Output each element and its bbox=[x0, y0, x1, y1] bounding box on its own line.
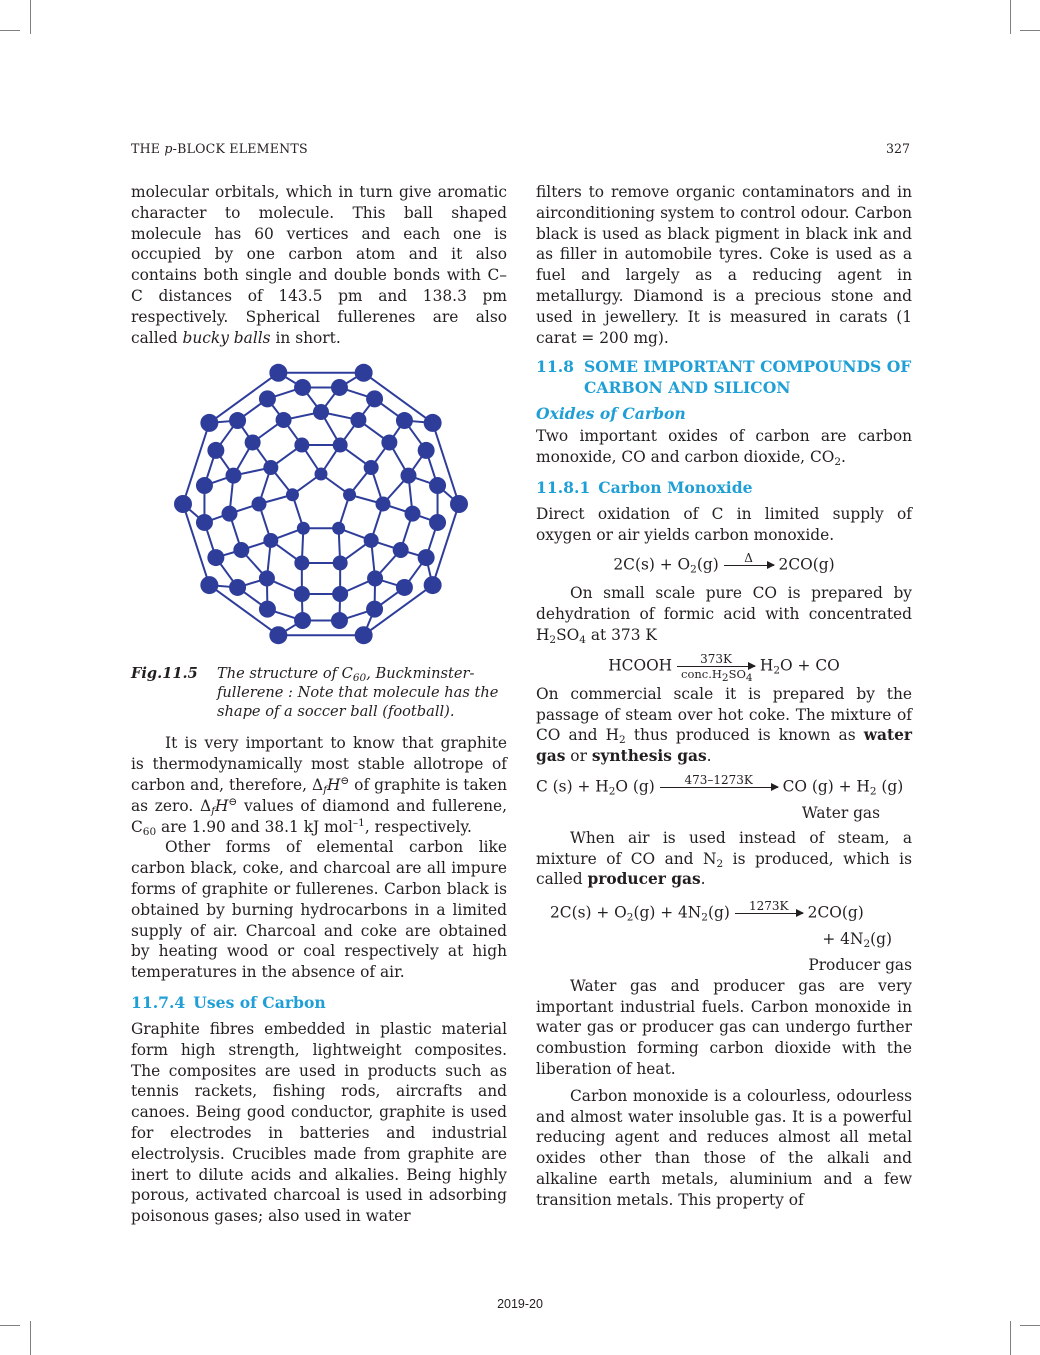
carbon-atom bbox=[367, 571, 383, 587]
carbon-atom bbox=[424, 576, 442, 594]
carbon-atom bbox=[424, 414, 442, 432]
equation-label: Water gas bbox=[801, 803, 880, 822]
carbon-atom bbox=[418, 549, 435, 566]
carbon-atom bbox=[400, 468, 416, 484]
carbon-atom bbox=[245, 435, 261, 451]
carbon-atom bbox=[331, 612, 348, 629]
carbon-atom bbox=[263, 533, 278, 548]
carbon-atom bbox=[259, 601, 276, 618]
crop-mark bbox=[1010, 0, 1011, 34]
right-column bbox=[536, 182, 912, 1210]
carbon-atom bbox=[332, 586, 348, 602]
paragraph: On commercial scale it is prepared by the passage of steam over hot coke. The mixture of CO and $H_2$ thus produced is known as water gas or synthesis gas. bbox=[536, 684, 912, 766]
carbon-atom bbox=[393, 542, 409, 558]
figure-fullerene bbox=[131, 356, 507, 656]
equation: HCOOH 373K $conc.H_2SO_4$ $H_2O$ + CO bbox=[608, 651, 840, 684]
carbon-atom bbox=[294, 586, 310, 602]
equation: $2C(s) + O_2(g) + 4N_2(g)$ 1273K 2CO(g) bbox=[550, 899, 864, 924]
paragraph: Direct oxidation of C in limited supply of oxygen or air yields carbon monoxide. bbox=[536, 504, 912, 544]
carbon-atom bbox=[343, 489, 356, 502]
carbon-atom bbox=[222, 506, 238, 522]
carbon-atom bbox=[418, 442, 435, 459]
paragraph: Two important oxides of carbon are carbon monoxide, CO and carbon dioxide, $CO_2$. bbox=[536, 427, 912, 468]
carbon-atom bbox=[404, 506, 420, 522]
fullerene-molecule-icon bbox=[173, 356, 469, 652]
carbon-atom bbox=[196, 514, 213, 531]
paragraph: On small scale pure CO is prepared by dehydration of formic acid with concentrated $H_2SO_4$ at 373 K bbox=[536, 584, 912, 646]
carbon-atom bbox=[200, 576, 218, 594]
carbon-atom bbox=[226, 468, 242, 484]
left-column bbox=[131, 182, 507, 1227]
equation: $2C(s) + O_2(g)$ Δ 2CO(g) bbox=[613, 551, 835, 576]
carbon-atom bbox=[297, 522, 310, 535]
carbon-atom bbox=[229, 579, 246, 596]
carbon-atom bbox=[233, 542, 249, 558]
carbon-atom bbox=[174, 495, 192, 513]
section-heading: 11.7.4 Uses of Carbon bbox=[131, 992, 326, 1012]
carbon-atom bbox=[252, 497, 267, 512]
crop-mark bbox=[30, 0, 31, 34]
paragraph: Graphite fibres embedded in plastic material form high strength, lightweight composites. The composites are used in products such as tennis rackets, fishing rods, aircrafts and canoes. Being good conductor, graphite is used for electrodes in batteries and industrial electrolysis. Crucibles made from graphite are inert to dilute acids and alkalies. Being highly porous, activated charcoal is used in adsorbing poisonous gases; also used in water bbox=[131, 1019, 507, 1226]
carbon-atom bbox=[396, 579, 413, 596]
carbon-atom bbox=[350, 412, 366, 428]
paragraph: When air is used instead of steam, a mixture of CO and $N_2$ is produced, which is called producer gas. bbox=[536, 828, 912, 889]
equation: C $(s) + H_2O$ (g) 473–1273K CO $(g) + H_2$ (g) bbox=[536, 772, 904, 798]
carbon-atom bbox=[333, 438, 348, 453]
carbon-atom bbox=[355, 627, 373, 645]
paragraph: filters to remove organic contaminators and in airconditioning system to control odour. Carbon black is used as black pigment in black ink and as filler in automobile tyres. Coke is used as a fuel and largely as a reducing agent in metallurgy. Diamond is a precious stone and used in jewellery. It is measured in carats (1 carat = 200 mg). bbox=[536, 183, 912, 347]
crop-mark bbox=[1020, 30, 1040, 31]
carbon-atom bbox=[429, 514, 446, 531]
crop-mark bbox=[0, 30, 20, 31]
carbon-atom bbox=[355, 364, 373, 382]
crop-mark bbox=[1020, 1325, 1040, 1326]
running-head: THE p-BLOCK ELEMENTS bbox=[131, 141, 308, 156]
carbon-atom bbox=[229, 412, 246, 429]
footer-year: 2019-20 bbox=[497, 1297, 543, 1311]
paragraph: Carbon monoxide is a colourless, odourless and almost water insoluble gas. It is a powerful reducing agent and reduces almost all metal oxides other than those of the alkali and alkaline earth metals, aluminium and a few transition metals. This property of bbox=[536, 1086, 912, 1209]
carbon-atom bbox=[450, 495, 468, 513]
carbon-atom bbox=[332, 522, 345, 535]
paragraph: It is very important to know that graphite is thermodynamically most stable allotrope of carbon and, therefore, $\Delta_fH^⊖$ of graphite is taken as zero. $\Delta_fH^⊖$ values of diamond and fullerene, $C_{60}$ are 1.90 and 38.1 kJ mol$^{-1}$, respectively. bbox=[131, 734, 507, 838]
carbon-atom bbox=[294, 438, 309, 453]
carbon-atom bbox=[294, 379, 311, 396]
carbon-atom bbox=[263, 460, 278, 475]
carbon-atom bbox=[276, 412, 292, 428]
carbon-atom bbox=[381, 435, 397, 451]
carbon-atom bbox=[376, 497, 391, 512]
carbon-atom bbox=[207, 549, 224, 566]
figure-caption bbox=[131, 664, 507, 721]
section-heading: 11.8 SOME IMPORTANT COMPOUNDS OF CARBON AND SILICON bbox=[536, 357, 912, 398]
paragraph: molecular orbitals, which in turn give aromatic character to molecule. This ball shaped molecule has 60 vertices and each one is occupied by one carbon atom and it also contains both single and double bonds with C–C distances of 143.5 pm and 138.3 pm respectively. Spherical fullerenes are also called bucky balls in short. bbox=[131, 183, 507, 347]
carbon-atom bbox=[364, 460, 379, 475]
carbon-atom bbox=[259, 571, 275, 587]
carbon-atom bbox=[259, 391, 276, 408]
carbon-atom bbox=[366, 391, 383, 408]
carbon-atom bbox=[364, 533, 379, 548]
crop-mark bbox=[30, 1321, 31, 1355]
carbon-atom bbox=[366, 601, 383, 618]
carbon-atom bbox=[207, 442, 224, 459]
caption-text: The structure of $C_{60}$, Buckminster-fullerene : Note that molecule has the shape of a soccer ball (football). bbox=[217, 665, 499, 721]
carbon-atom bbox=[396, 412, 413, 429]
equation-label: Producer gas bbox=[808, 955, 912, 974]
carbon-atom bbox=[333, 556, 348, 571]
carbon-atom bbox=[294, 612, 311, 629]
carbon-atom bbox=[269, 364, 287, 382]
section-heading: 11.8.1 Carbon Monoxide bbox=[536, 477, 753, 497]
carbon-atom bbox=[196, 477, 213, 494]
crop-mark bbox=[1010, 1321, 1011, 1355]
carbon-atom bbox=[313, 404, 329, 420]
crop-mark bbox=[0, 1325, 20, 1326]
carbon-atom bbox=[429, 477, 446, 494]
carbon-atom bbox=[286, 489, 299, 502]
caption-label: Fig.11.5 bbox=[131, 665, 198, 683]
subsection-heading: Oxides of Carbon bbox=[536, 404, 686, 424]
equation-continuation: + $4N_2(g)$ bbox=[822, 930, 892, 951]
carbon-atom bbox=[294, 556, 309, 571]
carbon-atom bbox=[315, 468, 328, 481]
paragraph: Water gas and producer gas are very important industrial fuels. Carbon monoxide in water gas or producer gas can undergo further combustion forming carbon dioxide with the liberation of heat. bbox=[536, 976, 912, 1078]
carbon-atom bbox=[200, 414, 218, 432]
paragraph: Other forms of elemental carbon like carbon black, coke, and charcoal are all impure forms of graphite or fullerenes. Carbon black is obtained by burning hydrocarbons in a limited supply of air. Charcoal and coke are obtained by heating wood or coal respectively at high temperatures in the absence of air. bbox=[131, 838, 507, 982]
page-number: 327 bbox=[886, 141, 911, 156]
carbon-atom bbox=[331, 379, 348, 396]
carbon-atom bbox=[269, 627, 287, 645]
